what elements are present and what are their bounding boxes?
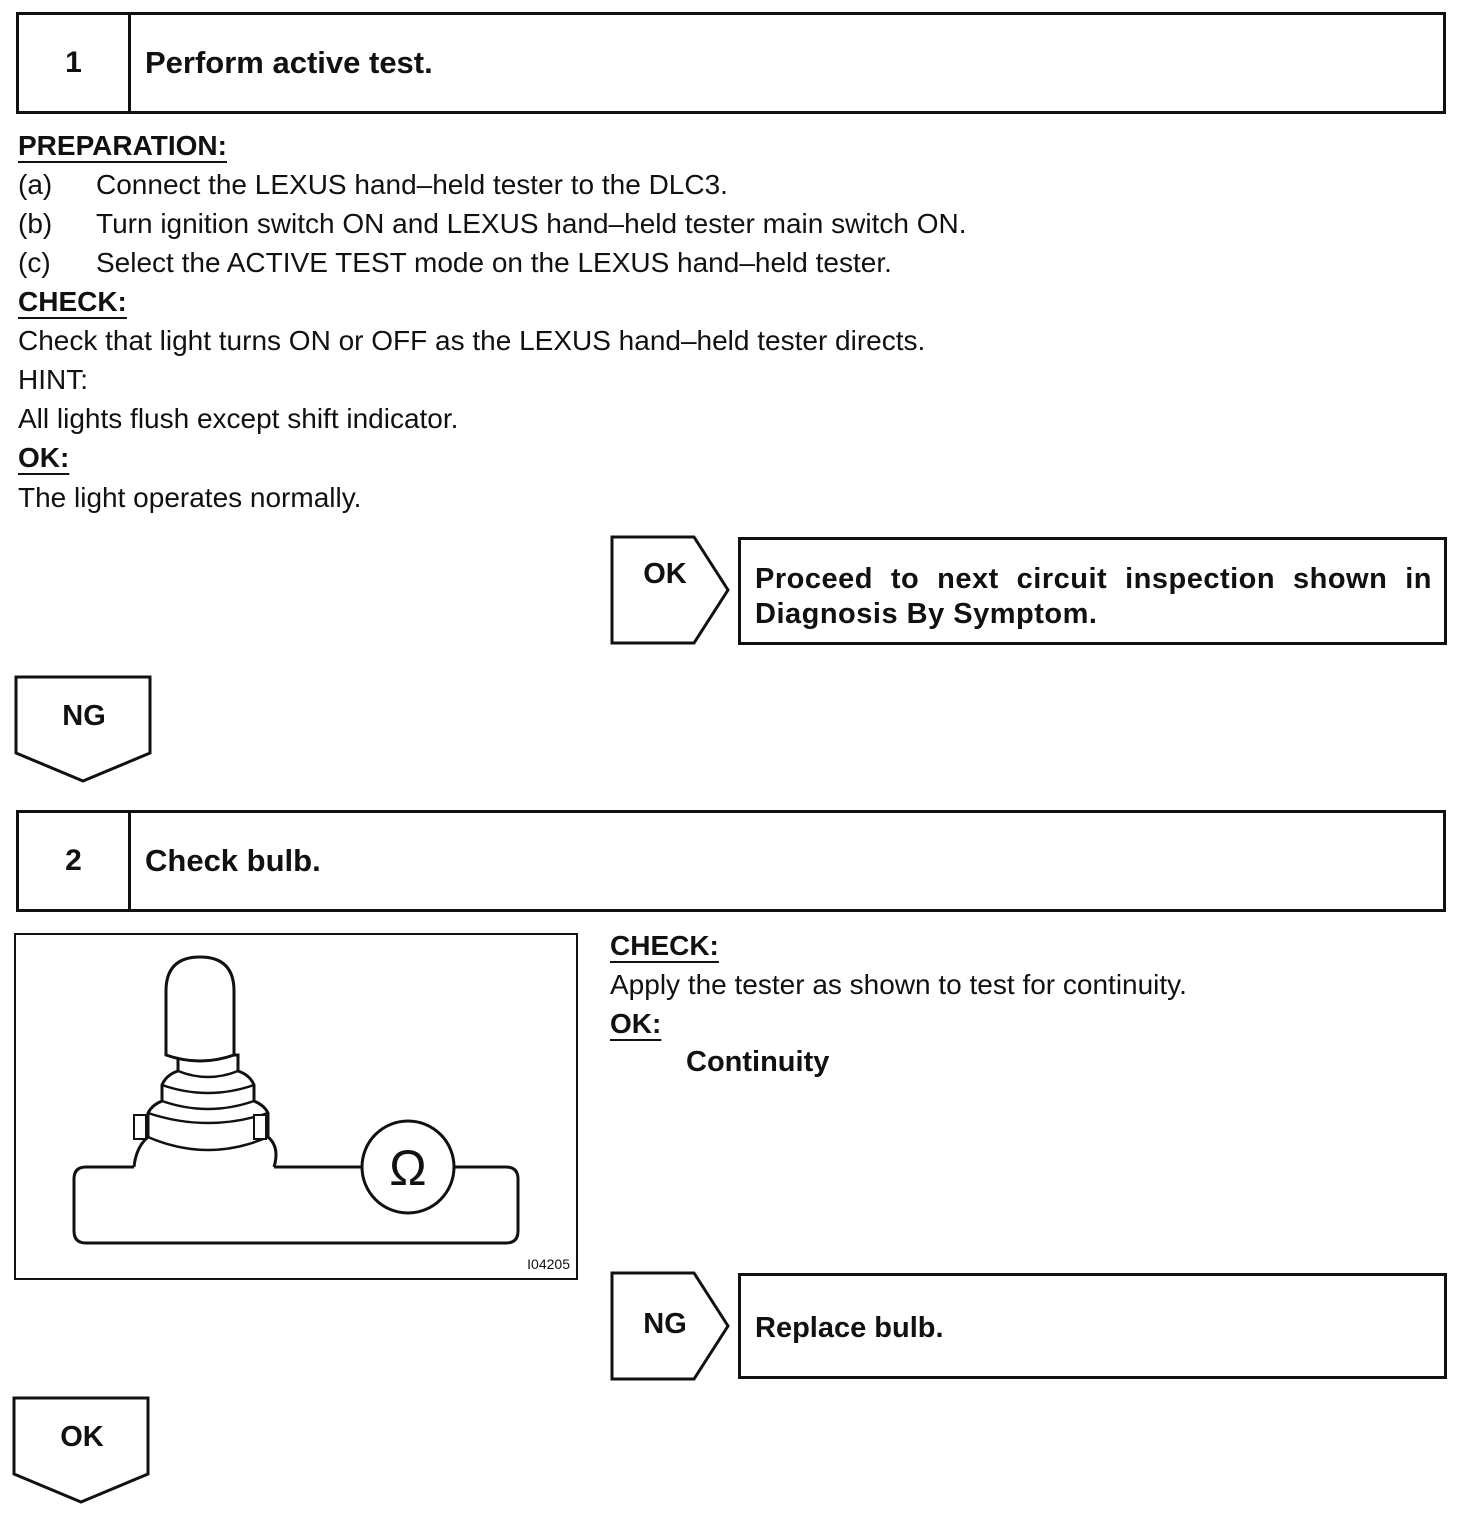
step-title: Perform active test.	[145, 45, 433, 80]
prep-item-c	[18, 246, 892, 280]
prep-item-label: (b)	[18, 208, 53, 239]
ng-result-box: Replace bulb.	[738, 1273, 1447, 1379]
bulb-figure	[14, 933, 578, 1280]
ok-heading: OK:	[18, 442, 70, 473]
figure-id: I04205	[527, 1256, 570, 1272]
prep-item-a	[18, 168, 728, 202]
ok-heading: OK:	[610, 1008, 662, 1039]
ng-arrow-label: NG	[643, 1308, 687, 1340]
prep-item-b	[18, 207, 966, 241]
hint-heading: HINT:	[18, 364, 88, 395]
ohm-symbol: Ω	[389, 1140, 427, 1196]
ok-value: Continuity	[686, 1046, 830, 1078]
step-number: 1	[19, 15, 131, 111]
step-2-header	[16, 810, 1446, 912]
prep-item-text: Select the ACTIVE TEST mode on the LEXUS hand–held tester.	[96, 247, 892, 278]
ok-right-arrow-icon	[610, 535, 740, 647]
ng-arrow-label: NG	[62, 700, 106, 732]
step-1-header	[16, 12, 1446, 114]
prep-item-label: (c)	[18, 247, 51, 278]
step-title: Check bulb.	[145, 843, 321, 878]
ok-result-box: Proceed to next circuit inspection shown in Diagnosis By Symptom.	[738, 537, 1447, 645]
prep-item-label: (a)	[18, 169, 53, 200]
check-heading: CHECK:	[610, 930, 719, 961]
ok-text: The light operates normally.	[18, 482, 362, 513]
step-number: 2	[19, 813, 131, 909]
check-heading: CHECK:	[18, 286, 127, 317]
hint-text: All lights flush except shift indicator.	[18, 403, 459, 434]
prep-item-text: Turn ignition switch ON and LEXUS hand–held tester main switch ON.	[96, 208, 967, 239]
prep-item-text: Connect the LEXUS hand–held tester to the DLC3.	[96, 169, 728, 200]
check-text: Apply the tester as shown to test for continuity.	[610, 969, 1187, 1000]
preparation-heading: PREPARATION:	[18, 130, 227, 161]
bulb-continuity-diagram	[16, 935, 580, 1282]
ok-arrow-label: OK	[643, 558, 687, 590]
ok-arrow-label: OK	[60, 1421, 104, 1453]
check-text: Check that light turns ON or OFF as the LEXUS hand–held tester directs.	[18, 325, 926, 356]
